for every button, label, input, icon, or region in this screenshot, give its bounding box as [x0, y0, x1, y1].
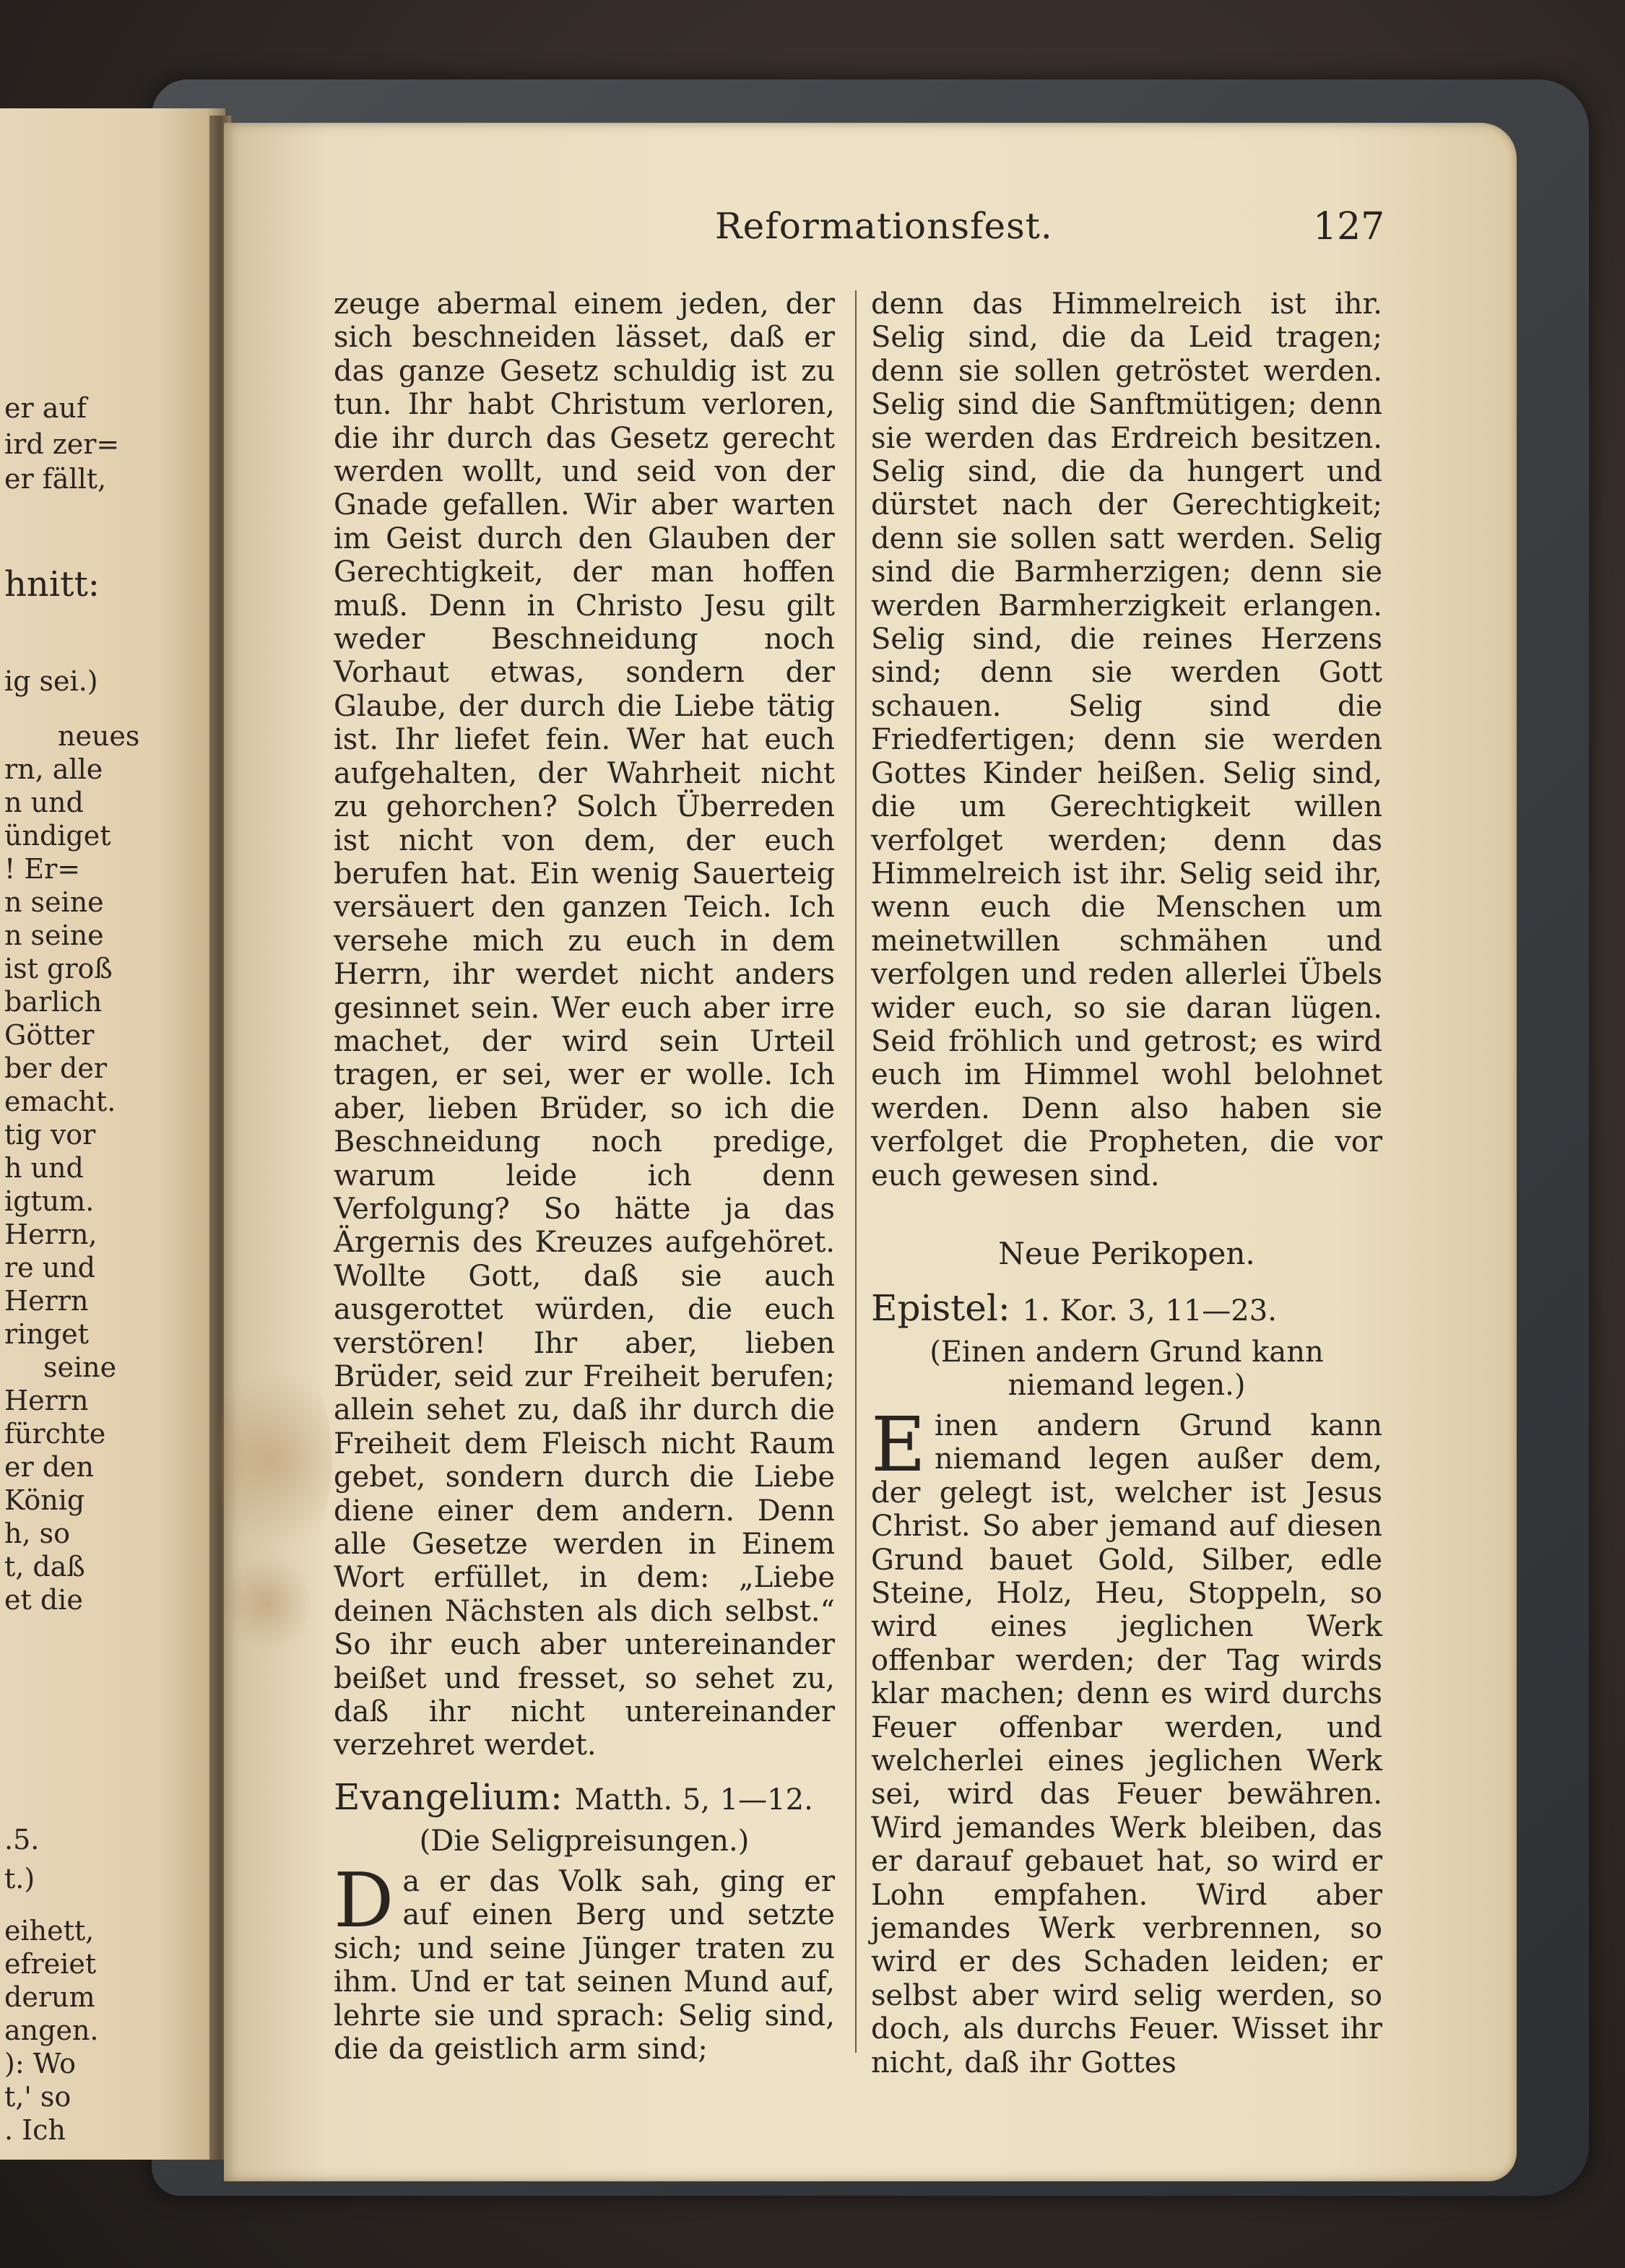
- left-page-fragment: angen.: [4, 2014, 99, 2046]
- left-page-fragment: igtum.: [4, 1185, 95, 1217]
- beatitudes-text: denn das Himmelreich ist ihr. Selig sind, die da Leid tragen; denn sie sollen getröstet werden. Selig sind die Sanftmütigen; denn sie werden das Erdreich besitzen. Selig sind, die da hungert und dürstet nach der Gerechtigkeit; denn sie sollen satt werden. Selig sind die Barmherzigen; denn sie werden Barmherzigkeit erlangen. Selig sind, die reines Herzens sind; denn sie werden Gott schauen. Selig sind die Friedfertigen; denn sie werden Gottes Kinder heißen. Selig sind, die um Gerechtigkeit willen verfolget werden; denn das Himmelreich ist ihr. Selig seid ihr, wenn euch die Menschen um meinetwillen schmähen und verfolgen und reden allerlei Übels wider euch, so sie daran lügen. Seid fröhlich und getrost; es wird euch im Himmel wohl belohnet werden. Denn also haben sie verfolget die Propheten, die vor euch gewesen sind.: [871, 287, 1382, 1193]
- left-page-fragment: er auf: [4, 392, 87, 424]
- right-text-column: [871, 287, 1382, 2079]
- left-page-fragment: t, daß: [4, 1551, 85, 1583]
- left-page-fragment: Herrn: [4, 1385, 89, 1416]
- paper-stain: [217, 1351, 332, 1567]
- evangelium-reference: Matth. 5, 1—12.: [574, 1783, 813, 1817]
- neue-perikopen-heading: Neue Perikopen.: [998, 1235, 1255, 1271]
- evangelium-heading: [334, 1775, 835, 1822]
- left-text-column: [334, 287, 835, 2066]
- left-page-fragment: et die: [4, 1584, 83, 1616]
- left-page-fragment: ird zer=: [4, 428, 120, 460]
- left-page-fragment: t.): [4, 1863, 35, 1895]
- epistel-text: inen andern Grund kann niemand legen außer dem, der gelegt ist, welcher ist Jesus Christ. So aber jemand auf diesen Grund bauet Gold, Silber, edle Steine, Holz, Heu, Stoppeln, so wird eines jeglichen Werk offenbar werden; der Tag wirds klar machen; denn es wird durchs Feuer offenbar werden, und welcherlei eines jeglichen Werk sei, wird das Feuer bewähren. Wird jemandes Werk bleiben, das er darauf gebauet hat, so wird er Lohn empfahen. Wird aber jemandes Werk verbrennen, so wird er des Schaden leiden; er selbst aber wird selig werden, so doch, als durchs Feuer. Wisset ihr nicht, daß ihr Gottes: [871, 1408, 1382, 2079]
- left-page-fragment: ündiget: [4, 820, 111, 852]
- evangelium-paragraph: [334, 1856, 835, 2066]
- evangelium-text: a er das Volk sah, ging er auf einen Berg und setzte sich; und seine Jünger traten zu ihm. Und er tat seinen Mund auf, lehrte sie und sprach: Selig sind, die da geistlich arm sind;: [334, 1864, 835, 2066]
- left-page-fragment: ig sei.): [4, 665, 98, 697]
- left-page-fragment: Herrn,: [4, 1219, 98, 1250]
- left-page-fragment: König: [4, 1484, 85, 1516]
- left-page-fragment: ! Er=: [4, 853, 81, 885]
- left-page-fragment: h und: [4, 1152, 84, 1184]
- left-page-fragment: n und: [4, 787, 84, 818]
- left-page-fragment: n seine: [4, 919, 104, 951]
- page-number: 127: [1313, 205, 1385, 248]
- left-page-fragment: re und: [4, 1252, 96, 1284]
- epistel-heading: [871, 1286, 1382, 1333]
- left-page-fragment: rn, alle: [4, 753, 103, 785]
- left-page-fragment: neues: [58, 720, 140, 752]
- left-page-fragment: ringet: [4, 1318, 89, 1350]
- drop-cap: E: [871, 1400, 926, 1489]
- epistel-label: Epistel:: [871, 1286, 1010, 1329]
- left-page-fragment: emacht.: [4, 1086, 116, 1117]
- paper-stain: [224, 1553, 311, 1654]
- left-page-fragment: ): Wo: [4, 2048, 77, 2079]
- left-page-fragment: .5.: [4, 1824, 40, 1856]
- left-page-fragment: h, so: [4, 1518, 71, 1549]
- left-page: [0, 108, 225, 2160]
- left-page-fragment: fürchte: [4, 1418, 106, 1450]
- left-page-fragment: tig vor: [4, 1119, 96, 1151]
- evangelium-label: Evangelium:: [334, 1775, 563, 1818]
- epistel-subtitle: (Einen andern Grund kann niemand legen.): [930, 1335, 1324, 1402]
- running-head-title: Reformationsfest.: [715, 205, 1053, 247]
- left-page-fragment: t,' so: [4, 2081, 72, 2113]
- left-page-fragment: Götter: [4, 1019, 95, 1051]
- evangelium-subtitle: (Die Seligpreisungen.): [419, 1824, 750, 1858]
- epistel-reference: 1. Kor. 3, 11—23.: [1022, 1294, 1277, 1328]
- left-page-fragment: seine: [43, 1351, 117, 1383]
- left-page-fragment: n seine: [4, 886, 104, 918]
- left-page-fragment: . Ich: [4, 2114, 66, 2146]
- epistle-continuation-text: zeuge abermal einem jeden, der sich beschneiden lässet, daß er das ganze Gesetz schuldig ist zu tun. Ihr habt Christum verloren, die ihr durch das Gesetz gerecht werden wollt, und seid von der Gnade gefallen. Wir aber warten im Geist durch den Glauben der Gerechtigkeit, der man hoffen muß. Denn in Christo Jesu gilt weder Beschneidung noch Vorhaut etwas, sondern der Glaube, der durch die Liebe tätig ist. Ihr liefet fein. Wer hat euch aufgehalten, der Wahrheit nicht zu gehorchen? Solch Überreden ist nicht von dem, der euch berufen hat. Ein wenig Sauerteig versäuert den ganzen Teich. Ich versehe mich zu euch in dem Herrn, ihr werdet nicht anders gesinnet sein. Wer euch aber irre machet, der wird sein Urteil tragen, er sei, wer er wolle. Ich aber, lieben Brüder, so ich die Beschneidung noch predige, warum leide ich denn Verfolgung? So hätte ja das Ärgernis des Kreuzes aufgehöret. Wollte Gott, daß sie auch ausgerottet würden, die euch verstören! Ihr aber, lieben Brüder, seid zur Freiheit berufen; allein sehet zu, daß ihr durch die Freiheit dem Fleisch nicht Raum gebet, sondern durch die Liebe diene einer dem andern. Denn alle Gesetze werden in Einem Wort erfüllet, in dem: „Liebe deinen Nächsten als dich selbst.“ So ihr euch aber untereinander beißet und fresset, so sehet zu, daß ihr nicht untereinander verzehret werdet.: [334, 287, 835, 1762]
- column-rule: [855, 290, 857, 2053]
- left-page-fragment: ist groß: [4, 953, 113, 984]
- left-page-fragment: er fällt,: [4, 463, 107, 495]
- left-page-fragment: er den: [4, 1451, 95, 1483]
- left-page-fragment: efreiet: [4, 1948, 97, 1980]
- left-page-fragment: derum: [4, 1981, 95, 2013]
- left-page-fragment: ber der: [4, 1052, 108, 1084]
- left-page-fragment: eihett,: [4, 1915, 95, 1947]
- left-page-fragment: hnitt:: [4, 564, 100, 605]
- left-page-fragment: barlich: [4, 986, 103, 1018]
- drop-cap: D: [334, 1856, 394, 1944]
- left-page-fragment: Herrn: [4, 1285, 89, 1317]
- epistel-paragraph: [871, 1400, 1382, 2079]
